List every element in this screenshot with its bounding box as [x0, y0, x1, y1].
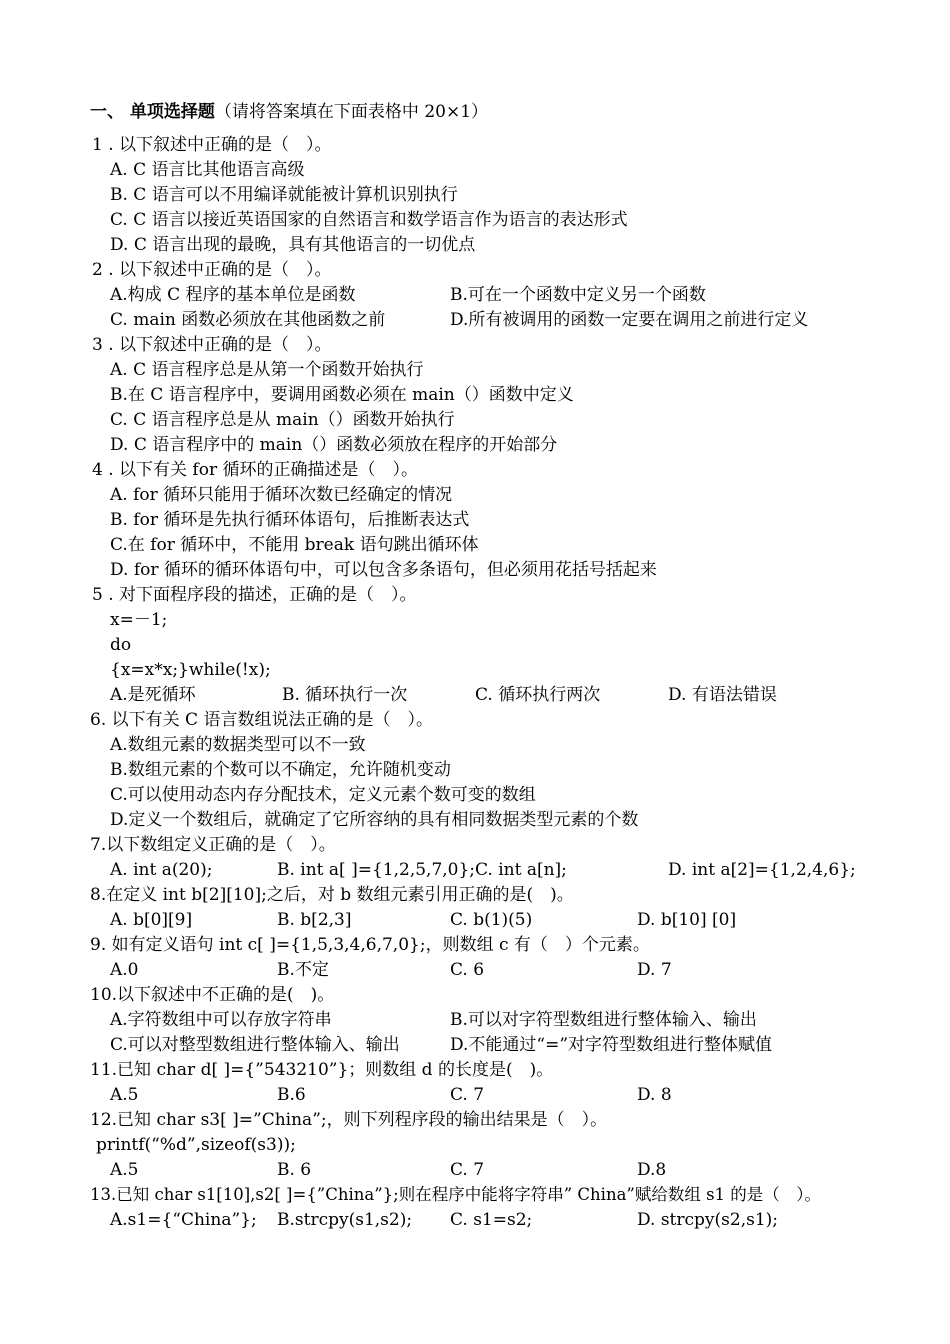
question-1-option-a: A. C 语言比其他语言高级	[110, 160, 305, 180]
question-11-option-b: B.6	[277, 1085, 306, 1105]
question-5-code-line: x=－1;	[110, 610, 168, 630]
question-11-option-c: C. 7	[450, 1085, 485, 1105]
question-5-code-line: do	[110, 635, 132, 655]
question-13-option-a: A.s1={“China”};	[110, 1210, 257, 1230]
question-1-stem: 1 . 以下叙述中正确的是（ ）。	[92, 135, 332, 155]
question-7-option-a: A. int a(20);	[110, 860, 213, 880]
question-6-option-d: D.定义一个数组后，就确定了它所容纳的具有相同数据类型元素的个数	[110, 810, 639, 830]
question-10-option-d: D.不能通过“=”对字符型数组进行整体赋值	[450, 1035, 773, 1055]
question-7-option-c: C. int a[n];	[475, 860, 567, 880]
question-4-stem: 4 . 以下有关 for 循环的正确描述是（ ）。	[92, 460, 418, 480]
question-7-stem: 7.以下数组定义正确的是（ ）。	[90, 835, 336, 855]
section-title: 一、 单项选择题	[90, 102, 215, 122]
question-5-option-d: D. 有语法错误	[668, 685, 777, 705]
question-12-option-b: B. 6	[277, 1160, 312, 1180]
question-4-option-a: A. for 循环只能用于循环次数已经确定的情况	[110, 485, 453, 505]
question-7-option-b: B. int a[ ]={1,2,5,7,0};	[277, 860, 476, 880]
question-5-code-line: {x=x*x;}while(!x);	[110, 660, 271, 680]
question-9-stem: 9. 如有定义语句 int c[ ]={1,5,3,4,6,7,0};，则数组 c 有（ ）个元素。	[90, 935, 650, 955]
question-5-stem: 5 . 对下面程序段的描述，正确的是（ ）。	[92, 585, 417, 605]
question-12-option-a: A.5	[110, 1160, 139, 1180]
section-note: （请将答案填在下面表格中 20×1）	[214, 102, 489, 122]
section-heading	[90, 100, 488, 124]
question-6-option-a: A.数组元素的数据类型可以不一致	[110, 735, 366, 755]
question-11-stem: 11.已知 char d[ ]={”543210”}；则数组 d 的长度是( )。	[90, 1060, 554, 1080]
question-6-stem: 6. 以下有关 C 语言数组说法正确的是（ ）。	[90, 710, 433, 730]
question-2-stem: 2 . 以下叙述中正确的是（ ）。	[92, 260, 332, 280]
question-2-option-b: B.可在一个函数中定义另一个函数	[450, 285, 706, 305]
question-2-option-c: C. main 函数必须放在其他函数之前	[110, 310, 386, 330]
question-6-option-b: B.数组元素的个数可以不确定，允许随机变动	[110, 760, 451, 780]
question-7-option-d: D. int a[2]={1,2,4,6};	[668, 860, 856, 880]
question-13-stem: 13.已知 char s1[10],s2[ ]={”China”};则在程序中能将字符串” China”赋给数组 s1 的是（ ）。	[90, 1185, 822, 1204]
question-9-option-a: A.0	[110, 960, 139, 980]
question-1-option-d: D. C 语言出现的最晚，具有其他语言的一切优点	[110, 235, 476, 255]
question-3-option-c: C. C 语言程序总是从 main（）函数开始执行	[110, 410, 455, 430]
question-8-option-d: D. b[10] [0]	[637, 910, 737, 930]
question-5-option-b: B. 循环执行一次	[282, 685, 408, 705]
question-3-option-a: A. C 语言程序总是从第一个函数开始执行	[110, 360, 424, 380]
question-6-option-c: C.可以使用动态内存分配技术，定义元素个数可变的数组	[110, 785, 536, 805]
question-10-stem: 10.以下叙述中不正确的是( )。	[90, 985, 335, 1005]
question-8-option-b: B. b[2,3]	[277, 910, 352, 930]
question-8-option-c: C. b(1)(5)	[450, 910, 533, 930]
question-12-option-d: D.8	[637, 1160, 667, 1180]
question-11-option-d: D. 8	[637, 1085, 672, 1105]
question-12-stem: 12.已知 char s3[ ]=”China”;，则下列程序段的输出结果是（ ）。	[90, 1110, 608, 1130]
question-2-option-a: A.构成 C 程序的基本单位是函数	[110, 285, 356, 305]
question-4-option-b: B. for 循环是先执行循环体语句，后推断表达式	[110, 510, 470, 530]
question-4-option-d: D. for 循环的循环体语句中，可以包含多条语句，但必须用花括号括起来	[110, 560, 657, 580]
question-13-option-d: D. strcpy(s2,s1);	[637, 1210, 778, 1230]
question-2-option-d: D.所有被调用的函数一定要在调用之前进行定义	[450, 310, 809, 330]
question-5-option-a: A.是死循环	[110, 685, 196, 705]
question-12-code-line: printf(“%d”,sizeof(s3));	[96, 1135, 296, 1155]
question-1-option-c: C. C 语言以接近英语国家的自然语言和数学语言作为语言的表达形式	[110, 210, 628, 230]
question-8-option-a: A. b[0][9]	[110, 910, 193, 930]
question-3-option-d: D. C 语言程序中的 main（）函数必须放在程序的开始部分	[110, 435, 558, 455]
question-12-option-c: C. 7	[450, 1160, 485, 1180]
question-5-option-c: C. 循环执行两次	[475, 685, 601, 705]
question-3-stem: 3 . 以下叙述中正确的是（ ）。	[92, 335, 332, 355]
question-10-option-b: B.可以对字符型数组进行整体输入、输出	[450, 1010, 757, 1030]
question-10-option-a: A.字符数组中可以存放字符串	[110, 1010, 332, 1030]
question-9-option-b: B.不定	[277, 960, 329, 980]
question-13-option-c: C. s1=s2;	[450, 1210, 533, 1230]
question-9-option-c: C. 6	[450, 960, 485, 980]
question-3-option-b: B.在 C 语言程序中，要调用函数必须在 main（）函数中定义	[110, 385, 574, 405]
question-4-option-c: C.在 for 循环中，不能用 break 语句跳出循环体	[110, 535, 479, 555]
question-8-stem: 8.在定义 int b[2][10];之后，对 b 数组元素引用正确的是( )。	[90, 885, 574, 905]
question-11-option-a: A.5	[110, 1085, 139, 1105]
question-9-option-d: D. 7	[637, 960, 672, 980]
question-10-option-c: C.可以对整型数组进行整体输入、输出	[110, 1035, 400, 1055]
question-1-option-b: B. C 语言可以不用编译就能被计算机识别执行	[110, 185, 458, 205]
question-13-option-b: B.strcpy(s1,s2);	[277, 1210, 413, 1230]
